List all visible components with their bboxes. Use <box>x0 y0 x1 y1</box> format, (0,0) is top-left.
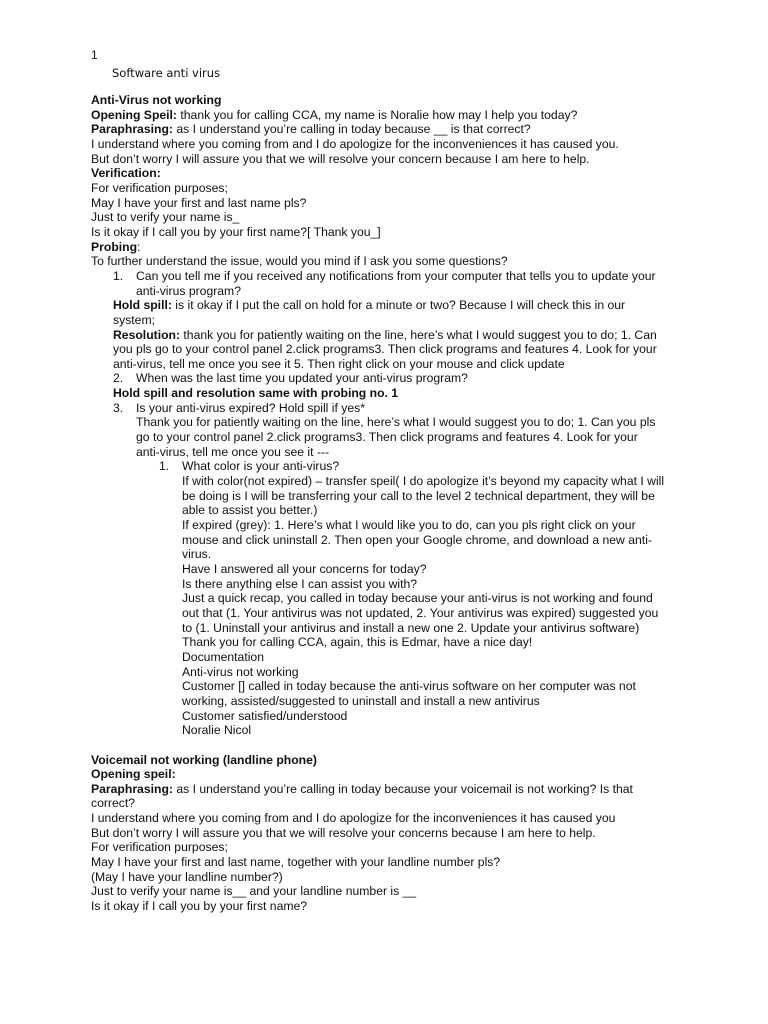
sub-line: Is there anything else I can assist you with? <box>182 576 418 591</box>
sub-line: mouse and click uninstall 2. Then open your Google chrome, and download a new anti- <box>182 532 652 547</box>
voicemail-paraphrasing: Paraphrasing: as I understand you’re calling in today because your voicemail is not working? Is that <box>91 781 633 796</box>
verification-line: Just to verify your name is_ <box>91 210 240 225</box>
sub-line: be doing is I will be transferring your call to the level 2 technical department, they will be <box>182 488 655 503</box>
sub-question-1: 1. What color is your anti-virus? <box>159 459 340 474</box>
voicemail-paraphrasing-cont: correct? <box>91 796 136 811</box>
resolution: Resolution: thank you for patiently waiting on the line, here’s what I would suggest you to do; 1. Can <box>113 327 657 342</box>
sub-line: out that (1. Your antivirus was not updated, 2. Your antivirus was expired) suggested you <box>182 605 659 620</box>
sub-line: Noralie Nicol <box>182 723 252 738</box>
voicemail-line: For verification purposes; <box>91 840 228 855</box>
sub-line: Documentation <box>182 649 264 664</box>
empathy-statement: I understand where you coming from and I do apologize for the inconveniences it has caused you. <box>91 136 619 151</box>
assurance-statement: But don’t worry I will assure you that we will resolve your concern because I am here to help. <box>91 151 590 166</box>
probing-question-1-cont: anti-virus program? <box>136 283 241 298</box>
hold-same-note: Hold spill and resolution same with probing no. 1 <box>113 386 399 401</box>
voicemail-opening-speil: Opening speil: <box>91 767 176 782</box>
voicemail-line: I understand where you coming from and I do apologize for the inconveniences it has caused you <box>91 811 616 826</box>
section-title-antivirus: Anti-Virus not working <box>91 93 222 107</box>
hold-spill-cont: system; <box>113 312 155 327</box>
sub-line: Customer satisfied/understood <box>182 708 348 723</box>
hold-spill: Hold spill: is it okay if I put the call on hold for a minute or two? Because I will check this in our <box>113 298 626 313</box>
q3-resolution-line: go to your control panel 2.click programs3. Then click programs and features 4. Look for your <box>136 430 638 445</box>
q3-resolution-line: Thank you for patiently waiting on the line, here’s what I would suggest you to do; 1. Can you pls <box>136 415 656 430</box>
probing-question-2: 2. When was the last time you updated your anti-virus program? <box>113 371 468 386</box>
sub-line: Thank you for calling CCA, again, this is Edmar, have a nice day! <box>182 635 533 650</box>
probing-question-3: 3. Is your anti-virus expired? Hold spill if yes* <box>113 400 365 415</box>
voicemail-line: (May I have your landline number?) <box>91 869 283 884</box>
probing-question-1: 1. Can you tell me if you received any notifications from your computer that tells you to update your <box>113 268 656 283</box>
verification-line: May I have your first and last name pls? <box>91 195 307 210</box>
sub-line: able to assist you better.) <box>182 503 318 518</box>
opening-speil: Opening Speil: thank you for calling CCA, my name is Noralie how may I help you today? <box>91 107 578 122</box>
document-body <box>91 93 731 914</box>
verification-line: Is it okay if I call you by your first name?[ Thank you_] <box>91 224 381 239</box>
document-header: Software anti virus <box>112 66 221 80</box>
spacer <box>91 738 731 753</box>
sub-line: to (1. Uninstall your antivirus and install a new one 2. Update your antivirus software) <box>182 620 640 635</box>
voicemail-line: But don’t worry I will assure you that we will resolve your concerns because I am here to help. <box>91 825 596 840</box>
voicemail-line: Just to verify your name is__ and your landline number is __ <box>91 884 417 899</box>
resolution-line: you pls go to your control panel 2.click programs3. Then click programs and features 4. Look for your <box>113 342 657 357</box>
probing-intro: To further understand the issue, would you mind if I ask you some questions? <box>91 254 508 269</box>
sub-line: If expired (grey): 1. Here’s what I would like you to do, can you pls right click on your <box>182 518 636 533</box>
sub-line: Just a quick recap, you called in today because your anti-virus is not working and found <box>182 591 653 606</box>
resolution-line: anti-virus, tell me once you see it 5. Then right click on your mouse and click update <box>113 356 565 371</box>
paraphrasing: Paraphrasing: as I understand you’re calling in today because __ is that correct? <box>91 122 531 137</box>
verification-heading: Verification: <box>91 166 161 181</box>
sub-line: If with color(not expired) – transfer speil( I do apologize it’s beyond my capacity what I will <box>182 474 665 489</box>
sub-line: Customer [] called in today because the anti-virus software on her computer was not <box>182 679 636 694</box>
q3-resolution-line: anti-virus, tell me once you see it --- <box>136 444 330 459</box>
sub-line: working, assisted/suggested to uninstall and install a new antivirus <box>182 693 540 708</box>
sub-line: Have I answered all your concerns for today? <box>182 562 427 576</box>
sub-line: Anti-virus not working <box>182 664 299 679</box>
verification-line: For verification purposes; <box>91 180 228 195</box>
voicemail-line: Is it okay if I call you by your first name? <box>91 899 308 914</box>
page-number: 1 <box>91 48 98 62</box>
voicemail-line: May I have your first and last name, together with your landline number pls? <box>91 855 501 870</box>
probing-heading: Probing: <box>91 239 141 254</box>
sub-line: virus. <box>182 547 212 562</box>
section-title-voicemail: Voicemail not working (landline phone) <box>91 752 317 767</box>
